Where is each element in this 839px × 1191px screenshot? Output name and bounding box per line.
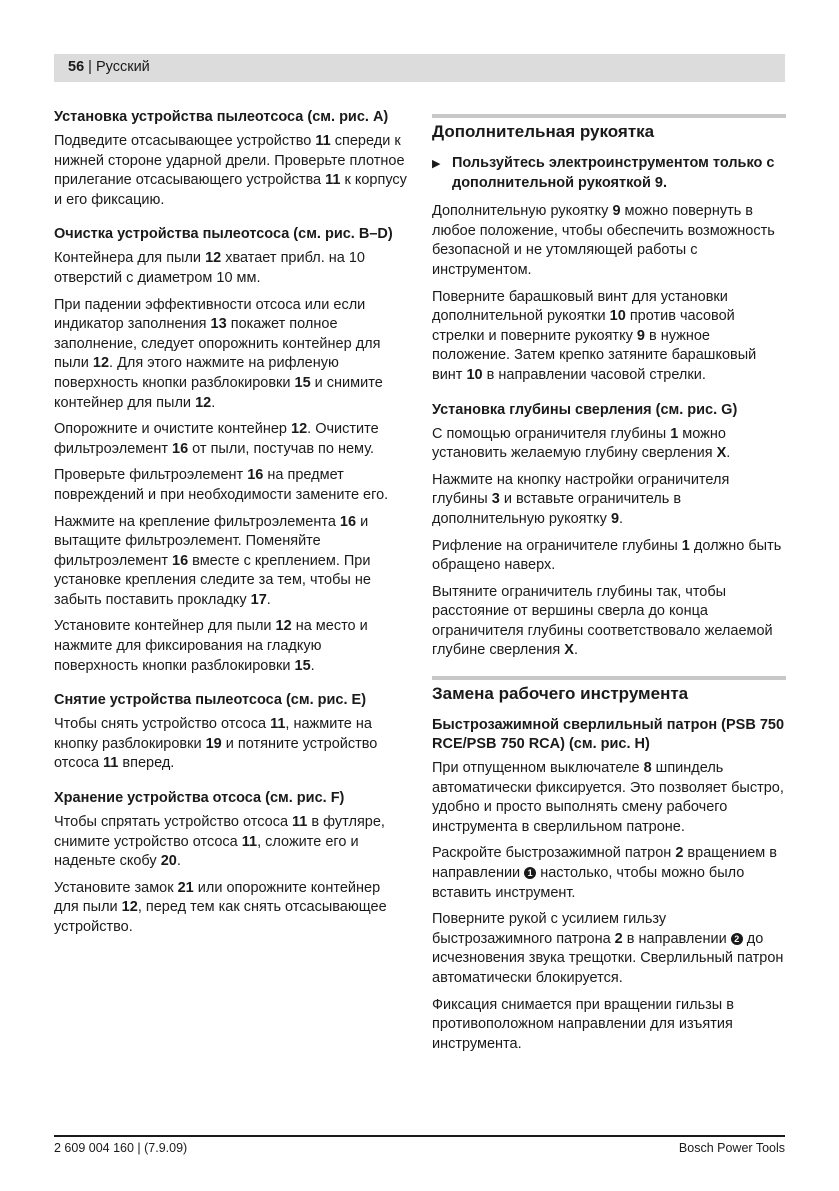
paragraph xyxy=(54,617,408,676)
direction-marker-icon: 2 xyxy=(731,933,743,945)
header-language: Русский xyxy=(95,59,150,75)
text-run: Поверните барашковый винт для установки дополнительной рукоятки xyxy=(432,288,728,325)
reference-number: X xyxy=(716,445,727,462)
text-run: до исчезновения звука трещотки. Сверлильный патрон автоматически блокируется. xyxy=(432,930,784,986)
text-run: и вставьте ограничитель в дополнительную рукоятку xyxy=(432,491,682,527)
paragraph xyxy=(54,296,408,414)
text-run: Контейнера для пыли xyxy=(54,250,206,267)
text-run: Нажмите на крепление фильтроэлемента xyxy=(54,513,340,530)
text-run: . xyxy=(176,853,181,870)
text-run: спереди к нижней стороне ударной дрели. Проверьте плотное прилегание отсасывающего устройства xyxy=(54,133,405,189)
section-heading: Очистка устройства пылеотсоса (см. рис. B–D) xyxy=(54,226,393,243)
text-run: Раскройте быстрозажимной патрон xyxy=(432,845,676,862)
reference-number: 10 xyxy=(466,366,483,383)
paragraph xyxy=(432,288,786,386)
section-drilling-depth xyxy=(432,401,786,662)
text-run: и вытащите фильтроэлемент. Поменяйте фильтроэлемент xyxy=(54,513,369,569)
text-run: на предмет повреждений и при необходимости замените его. xyxy=(54,467,389,503)
text-run: . xyxy=(619,510,624,527)
text-run: покажет полное заполнение, следует опорожнить контейнер для пыли xyxy=(54,316,381,372)
header-separator: | xyxy=(84,59,96,75)
reference-number: 16 xyxy=(247,467,264,484)
text-run: . xyxy=(726,445,731,462)
text-run: Вытяните ограничитель глубины так, чтобы расстояние от вершины сверла до конца ограничителя глубины соответствовало желаемой глубине сверления xyxy=(432,583,773,659)
warning-note xyxy=(432,154,786,193)
section-heading: Установка глубины сверления (см. рис. G) xyxy=(432,401,738,418)
text-run: Чтобы спрятать устройство отсоса xyxy=(54,814,293,831)
paragraph xyxy=(54,249,408,288)
reference-number: 2 xyxy=(675,845,684,862)
text-run: Проверьте фильтроэлемент xyxy=(54,467,248,484)
major-heading: Дополнительная рукоятка xyxy=(432,114,786,142)
reference-number: 15 xyxy=(294,657,311,674)
reference-number: 15 xyxy=(294,374,311,391)
reference-number: 10 xyxy=(609,308,626,325)
text-run: и снимите контейнер для пыли xyxy=(54,374,383,411)
paragraph xyxy=(432,583,786,661)
paragraph xyxy=(432,471,786,530)
text-run: или опорожните контейнер для пыли xyxy=(54,879,381,916)
reference-number: 1 xyxy=(681,537,690,554)
text-run: Опорожните и очистите контейнер xyxy=(54,421,292,438)
text-run: , перед тем как снять отсасывающее устройство. xyxy=(54,899,387,935)
reference-number: 16 xyxy=(172,552,189,569)
reference-number: 16 xyxy=(339,513,357,530)
reference-number: 1 xyxy=(670,425,679,442)
text-run: к корпусу и его фиксацию. xyxy=(54,172,407,208)
text-run: Подведите отсасывающее устройство xyxy=(54,133,316,149)
section-aux-handle xyxy=(432,114,786,386)
paragraph xyxy=(432,910,786,988)
reference-number: 11 xyxy=(292,814,308,831)
paragraph xyxy=(54,132,408,210)
paragraph xyxy=(432,759,786,837)
reference-number: 9 xyxy=(636,327,645,344)
text-run: . Для этого нажмите на рифленую поверхность кнопки разблокировки xyxy=(54,355,339,391)
text-run: вперед. xyxy=(118,755,175,772)
text-run: , сложите его и наденьте скобу xyxy=(54,833,359,870)
reference-number: 19 xyxy=(205,735,222,752)
section-dust-extraction-remove xyxy=(54,691,408,774)
reference-number: 13 xyxy=(210,316,227,333)
left-column xyxy=(54,108,408,953)
section-heading: Установка устройства пылеотсоса (см. рис. A) xyxy=(54,109,389,125)
text-run: в футляре, снимите устройство отсоса xyxy=(54,814,385,850)
reference-number: 2 xyxy=(614,930,623,947)
text-run: , нажмите на кнопку разблокировки xyxy=(54,716,372,752)
text-run: Нажмите на кнопку настройки ограничителя глубины xyxy=(432,471,730,508)
text-run: . xyxy=(310,657,315,674)
text-run: При отпущенном выключателе xyxy=(432,760,644,777)
section-heading: Быстрозажимной сверлильный патрон (PSB 750 RCE/PSB 750 RCA) (см. рис. H) xyxy=(432,717,785,753)
paragraph xyxy=(432,844,786,903)
reference-number: 3 xyxy=(491,491,500,508)
reference-number: 11 xyxy=(325,172,341,189)
text-run: на место и нажмите для фиксирования на гладкую поверхность кнопки разблокировки xyxy=(54,618,368,674)
text-run: шпиндель автоматически фиксируется. Это позволяет быстро, удобно и просто выполнять смену рабочего инструмента в сверлильном патроне. xyxy=(432,760,784,835)
text-run: вместе с креплением. При установке крепления следите за тем, чтобы не забыть поставить прокладку xyxy=(54,552,371,608)
reference-number: 12 xyxy=(195,394,212,411)
reference-number: 12 xyxy=(275,618,292,635)
text-run: от пыли, постучав по нему. xyxy=(188,440,375,457)
reference-number: 8 xyxy=(643,760,652,777)
text-run: . xyxy=(573,642,578,659)
right-column xyxy=(432,114,786,1069)
text-run: и потяните устройство отсоса xyxy=(54,735,378,772)
page-header xyxy=(54,54,785,82)
text-run: хватает прибл. на 10 отверстий с диаметром 10 мм. xyxy=(54,250,365,286)
reference-number: X xyxy=(564,642,574,659)
paragraph: Фиксация снимается при вращении гильзы в противоположном направлении для изъятия инструмента. xyxy=(432,996,734,1052)
section-heading: Снятие устройства пылеотсоса (см. рис. E) xyxy=(54,692,367,709)
text-run: Чтобы снять устройство отсоса xyxy=(54,716,271,733)
reference-number: 9 xyxy=(610,510,620,527)
paragraph xyxy=(54,466,408,505)
page-number: 56 xyxy=(68,59,85,75)
reference-number: 12 xyxy=(205,250,222,267)
paragraph xyxy=(54,420,408,459)
section-dust-extraction-clean xyxy=(54,225,408,676)
text-run: в нужное положение. Затем крепко затяните барашковый винт xyxy=(432,327,757,383)
text-run: С помощью ограничителя глубины xyxy=(432,425,671,442)
warning-text: Пользуйтесь электроинструментом только с дополнительной рукояткой 9. xyxy=(452,155,775,191)
text-run: Рифление на ограничителе глубины xyxy=(432,537,682,554)
reference-number: 21 xyxy=(177,879,194,896)
section-dust-extraction-storage xyxy=(54,789,408,938)
paragraph xyxy=(54,513,408,611)
paragraph xyxy=(54,879,408,938)
text-run: Установите контейнер для пыли xyxy=(54,618,276,635)
direction-marker-icon: 1 xyxy=(524,867,536,879)
reference-number: 20 xyxy=(160,853,177,870)
reference-number: 17 xyxy=(250,591,267,608)
reference-number: 12 xyxy=(92,355,110,372)
paragraph xyxy=(432,537,786,576)
reference-number: 16 xyxy=(172,440,189,457)
section-dust-extraction-install xyxy=(54,108,408,210)
reference-number: 11 xyxy=(315,133,331,149)
text-run: должно быть обращено наверх. xyxy=(432,537,782,574)
text-run: При падении эффективности отсоса или если индикатор заполнения xyxy=(54,296,366,333)
paragraph xyxy=(432,425,786,464)
text-run: Дополнительную рукоятку xyxy=(432,203,613,220)
reference-number: 9 xyxy=(612,203,621,220)
text-run: настолько, чтобы можно было вставить инструмент. xyxy=(432,865,745,901)
text-run: вращением в направлении xyxy=(432,845,777,882)
text-run: . Очистите фильтроэлемент xyxy=(54,421,379,457)
section-tool-change xyxy=(432,676,786,1054)
reference-number: 12 xyxy=(121,899,138,916)
reference-number: 12 xyxy=(291,421,308,438)
text-run: можно установить желаемую глубину сверления xyxy=(432,425,726,462)
text-run: . xyxy=(211,394,216,411)
footer-brand: Bosch Power Tools xyxy=(678,1141,785,1155)
footer-doc-number: 2 609 004 160 | (7.9.09) xyxy=(54,1141,188,1155)
text-run: . xyxy=(266,591,271,608)
reference-number: 11 xyxy=(241,833,258,850)
footer-divider xyxy=(54,1135,785,1137)
section-heading: Хранение устройства отсоса (см. рис. F) xyxy=(54,790,345,807)
text-run: в направлении xyxy=(622,930,731,947)
reference-number: 11 xyxy=(270,716,286,733)
text-run: Установите замок xyxy=(54,879,178,896)
header-text xyxy=(68,59,150,75)
triangle-bullet-icon: ▶ xyxy=(432,158,441,170)
text-run: против часовой стрелки и поверните рукоятку xyxy=(432,308,735,344)
text-run: можно повернуть в любое положение, чтобы обеспечить возможность безопасной и не утомляющей работы с инструментом. xyxy=(432,203,775,278)
paragraph xyxy=(432,202,786,280)
text-run: Поверните рукой с усилием гильзу быстрозажимного патрона xyxy=(432,911,667,947)
text-run: в направлении часовой стрелки. xyxy=(482,366,706,383)
paragraph xyxy=(54,813,408,872)
paragraph xyxy=(54,715,408,774)
major-heading: Замена рабочего инструмента xyxy=(432,676,786,704)
reference-number: 11 xyxy=(103,755,119,772)
